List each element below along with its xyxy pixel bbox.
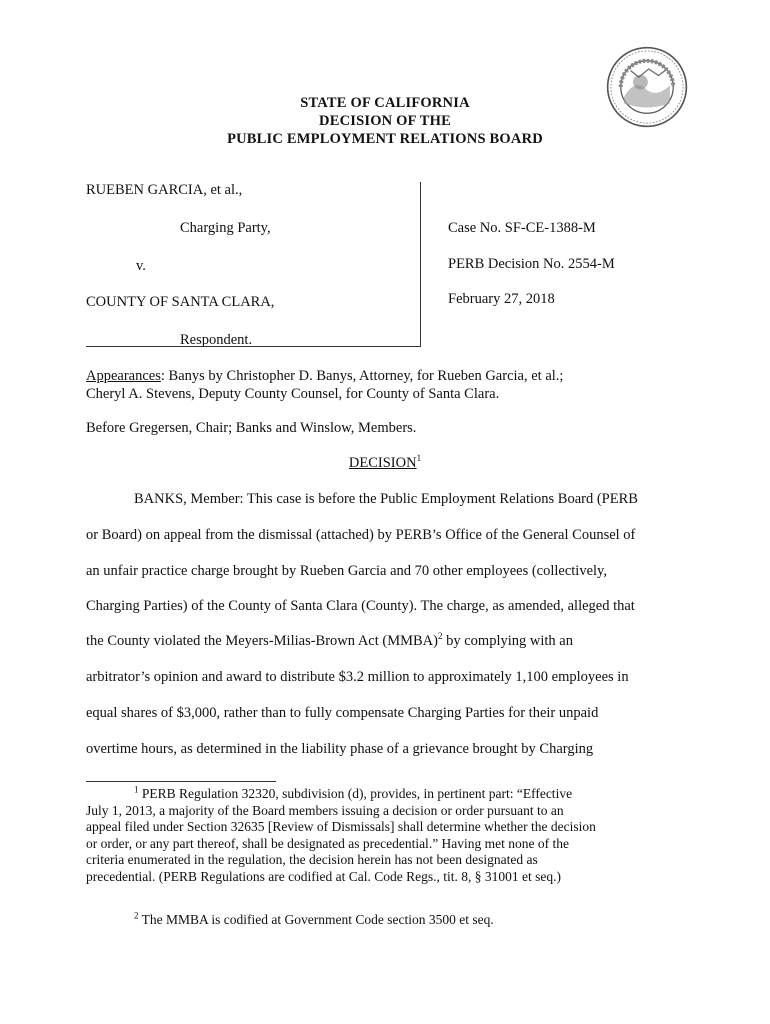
appearances-line-2: Cheryl A. Stevens, Deputy County Counsel, for County of Santa Clara. (86, 386, 500, 402)
caption-versus: v. (136, 258, 146, 274)
appearances-label: Appearances (86, 368, 161, 384)
body-line-5-end: by complying with an (442, 633, 573, 649)
footnote-1-line-1: PERB Regulation 32320, subdivision (d), provides, in pertinent part: “Effective (138, 786, 573, 801)
footnote-1 (86, 786, 686, 885)
caption-respondent-role: Respondent. (180, 332, 253, 348)
body-line-2: or Board) on appeal from the dismissal (attached) by PERB’s Office of the General Counsel of (86, 527, 636, 543)
body-line-5-start: the County violated the Meyers-Milias-Brown Act (MMBA) (86, 633, 438, 649)
header-decision-of: DECISION OF THE (319, 113, 451, 129)
footnote-1-line-6: precedential. (PERB Regulations are codified at Cal. Code Regs., tit. 8, § 31001 et seq.) (86, 868, 562, 884)
decision-number: PERB Decision No. 2554-M (448, 256, 615, 272)
footnote-1-mark: 1 (134, 784, 139, 795)
footnote-2-text: The MMBA is codified at Government Code section 3500 et seq. (138, 912, 494, 927)
footnote-1-line-3: appeal filed under Section 32635 [Review of Dismissals] shall determine whether the decision (86, 819, 596, 834)
body-line-8: overtime hours, as determined in the liability phase of a grievance brought by Charging (86, 741, 594, 757)
footnote-1-line-4: or order, or any part thereof, shall be designated as precedential.” Having met none of the (86, 835, 570, 851)
appearances-line-1: : Banys by Christopher D. Banys, Attorney, for Rueben Garcia, et al.; (160, 368, 564, 384)
footnote-ref-1: 1 (416, 453, 422, 464)
footnote-ref-2: 2 (437, 631, 443, 642)
body-line-7: equal shares of $3,000, rather than to fully compensate Charging Parties for their unpaid (86, 705, 599, 721)
body-line-5 (86, 633, 573, 650)
decision-title-text: DECISION (348, 455, 417, 471)
decision-title (0, 455, 770, 472)
header-state: STATE OF CALIFORNIA (300, 95, 470, 111)
body-line-6: arbitrator’s opinion and award to distribute $3.2 million to approximately 1,100 employees in (86, 669, 629, 685)
decision-date: February 27, 2018 (448, 291, 555, 307)
document-header (0, 94, 770, 148)
footnote-2-mark: 2 (134, 910, 139, 921)
body-line-1: BANKS, Member: This case is before the Public Employment Relations Board (PERB (134, 491, 638, 507)
footnote-2 (86, 912, 686, 929)
appearances (86, 367, 696, 403)
caption-respondent-name: COUNTY OF SANTA CLARA, (86, 294, 275, 310)
caption-charging-party-name: RUEBEN GARCIA, et al., (86, 182, 243, 198)
footnote-1-line-5: criteria enumerated in the regulation, the decision herein has not been designated as (86, 852, 538, 867)
footnote-1-line-2: July 1, 2013, a majority of the Board members issuing a decision or order pursuant to an (86, 802, 564, 818)
footnote-divider (86, 781, 276, 782)
caption-charging-party-role: Charging Party, (180, 220, 271, 236)
body-line-3: an unfair practice charge brought by Rueben Garcia and 70 other employees (collectively, (86, 563, 607, 579)
panel-members: Before Gregersen, Chair; Banks and Winslow, Members. (86, 420, 417, 436)
header-board: PUBLIC EMPLOYMENT RELATIONS BOARD (227, 131, 543, 147)
body-line-4: Charging Parties) of the County of Santa Clara (County). The charge, as amended, alleged that (86, 598, 635, 614)
case-number: Case No. SF-CE-1388-M (448, 220, 596, 236)
